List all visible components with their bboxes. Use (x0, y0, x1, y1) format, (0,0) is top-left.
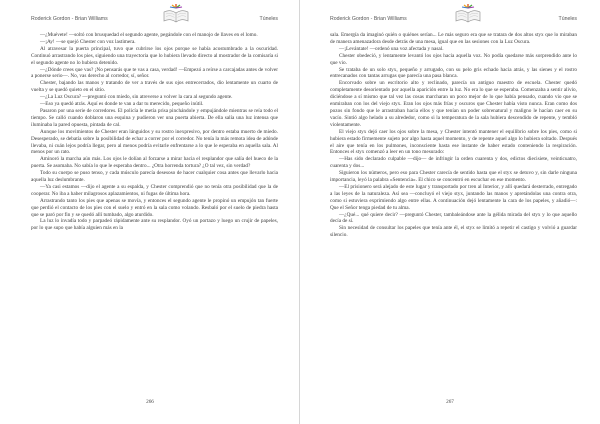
paragraph: —¿Muévete! —soltó con brusquedad el segundo agente, pegándole con el manojo de llaves en el lomo. (40, 32, 258, 38)
header-authors: Roderick Gordon - Brian Williams (31, 16, 108, 22)
paragraph: Pasaron por una serie de corredores. El policía le metía prisa pinchándole y empujándole mientras se reía todo el tiempo. Se calló cuando doblaron una esquina y pudieron ver una puerta abierta. De ella salía una luz intensa que iluminaba la pared opuesta, pintada de cal. (31, 107, 278, 128)
paragraph: —Ya casi estamos —dijo el agente a su espalda, y Chester comprendió que no tenía otra posibilidad que la de cooperar. No iba a haber milagrosos aplazamientos, ni fugas de última hora. (31, 183, 278, 197)
book-logo-icon (163, 4, 189, 24)
running-header (330, 12, 577, 26)
paragraph: Aminoró la marcha aún más. Los ojos le dolían al forzarse a mirar hacia el resplandor que salía del hueco de la puerta. Se asomaba. No sabía lo que le esperaba dentro... ¿Otra horrenda tortura? ¿O tal vez, sin verdad? (31, 156, 278, 170)
book-logo-icon (455, 4, 481, 24)
paragraph: sala. Emergía da imaginó quién o quiénes serían... Le más seguro era que se tratara de dos altos styx que lo miraban de manera amenazadora desde detrás de una mesa, igual que en las sesiones con la Luz Oscura. (330, 32, 577, 45)
paragraph: —¡Levántate! —ordenó una voz afectada y nasal. (339, 45, 444, 52)
page-body (31, 32, 278, 232)
paragraph: —¿La Luz Oscura? —preguntó con miedo, sin atreverse a volver la cara al segundo agente. (40, 94, 233, 101)
paragraph: —El prisionero será alejado de este lugar y transportado por tren al Interior, y allí quedará desterrado, entregado a las leyes de la naturaleza. Así sea —concluyó el viejo styx, juntando las manos y apretándolas una contra otra, como si estuviera exprimiendo algo entre ellas. A continuación dejó lentamente la cara de los papeles, y añadió—: Que el Señor tenga piedad de tu alma. (330, 183, 577, 211)
paragraph: —¡Ay! —se quejó Chester con voz lastimera. (40, 38, 136, 45)
paragraph: El viejo styx dejó caer los ojos sobre la mesa, y Chester intentó mantener el equilibrio sobre los pies, como si hubiera estado firmemente sujeto por algo hasta aquel momento, y de repente aquel algo lo hubiera soltado. Después el aire que tenía en los pulmones, inconsciente hasta ese instante de haber estado conteniendo la respiración. Entonces el styx comenzó a leer en un tono mesurado: (330, 128, 577, 156)
paragraph: Al atravesar la puerta principal, tuvo que cubrirse los ojos porque se había acostumbrado a la oscuridad. Continuó arrastrando los pies, siguiendo una trayectoria que lo hubiera llevado directo al mostrador de la comisaría si el segundo agente no lo hubiera detenido. (31, 45, 278, 66)
page-number: 266 (146, 399, 154, 405)
paragraph: Chester obedeció, y lentamente levantó los ojos hacia aquella voz. No podía quedarse más sorprendido ante lo que vio. (330, 52, 577, 66)
header-title: Túneles (558, 16, 577, 22)
running-header (31, 12, 278, 26)
paragraph: Arrastrando tanto los pies que apenas se movía, y entonces el segundo agente le propinó un empujón tan fuerte que perdió el contacto de los pies con el suelo y entró en la sala como volando. Resbaló por el suelo de piedra hasta que se paró por fin y se quedó allí tumbado, algo aturdido. (31, 197, 278, 218)
paragraph: Encorvado sobre un escritorio alto y reclinado, parecía un antiguo maestro de escuela. Chester quedó completamente desorientado por aquella aparición entre la luz. No era lo que se esperaba. Comenzaba a sentir alivio, diciéndose a sí mismo que tal vez las cosas marcharan un poco mejor de lo que había pensado, cuando vio que se enmiraban con los del viejo styx. Eran los ojos más frías y oscuros que Chester había visto nunca. Eran como dos pozos sin fondo que le arrastraban hacia ellos y que tenían un poder sobrenatural y maligno le hacían caer en su vacío. Sintió algo helado a su alrededor, como si la temperatura de la sala hubiera descendido de repente, y tembló violentamente. (330, 80, 577, 128)
paragraph: Se trataba de un solo styx, pequeño y arrugado, con su pelo gris echado hacia atrás, y las sienes y el rostro entrecanados con tantas arrugas que parecía una pasa blanca. (330, 66, 577, 80)
page-body (330, 32, 577, 239)
paragraph: Siguieron los números, pero eso para Chester carecía de sentido hasta que el styx se detuvo y, sin darle ninguna importancia, leyó la palabra «Sentencia». El chico se concentró en escuchar en ese momento. (330, 170, 577, 184)
paragraph: Aunque los movimientos de Chester eran lánguidos y su rostro inexpresivo, por dentro estaba muerto de miedo. Desesperado, se debatía sobre la posibilidad de echar a correr por el corredor. No tenía la más remota idea de adónde llevaba, ni cuán lejos podría llegar, pero al menos podría evitarle enfrentarse a lo que le esperaba en aquella sala. Al menos por un rato. (31, 128, 278, 156)
paragraph: —Eso ya quedó atrás. Aquí es donde te van a dar tu merecido, pequeño inútil. (40, 101, 204, 108)
paragraph: La luz lo invadía todo y parpadeó rápidamente ante su resplandor. Oyó un portazo y luego un crujir de papeles, por lo que supo que había alguien más en la (31, 218, 278, 232)
header-title: Túneles (259, 16, 278, 22)
header-authors: Roderick Gordon - Brian Williams (330, 16, 407, 22)
paragraph: —¿Qué... qué quiere decir? —preguntó Chester, tambaleándose ante la gélida mirada del styx y lo que aquello decía de sí. (330, 211, 577, 225)
paragraph: Todo su cuerpo se puso tenso, y cada músculo parecía desesoso de hacer cualquier cosa antes que llevarlo hacia aquella luz deslumbrante. (31, 170, 278, 184)
paragraph: —¿Dónde crees que vas? ¡No pensarás que te vas a casa, verdad! —Empezó a reírse a carcajadas antes de volver a ponerse serio—. No, vas derecho al corredor, sí, señor. (31, 66, 278, 80)
paragraph: —Has sido declarado culpable —dijo— de infringir la orden cuarenta y dos, edictos diecisiete, veinticuatro, cuarenta y dos... (330, 156, 577, 170)
paragraph: Sin necesidad de consultar los papeles que tenía ante él, el styx se limitó a repetir el castigo y volvió a guardar silencio. (330, 225, 577, 239)
page-number: 267 (446, 399, 454, 405)
paragraph: Chester, bajando las manos y tratando de ver a través de sus ojos entrecerrados, dio lentamente un cuarto de vuelta y se quedó quieto en el sitio. (31, 80, 278, 94)
right-page (300, 0, 600, 424)
